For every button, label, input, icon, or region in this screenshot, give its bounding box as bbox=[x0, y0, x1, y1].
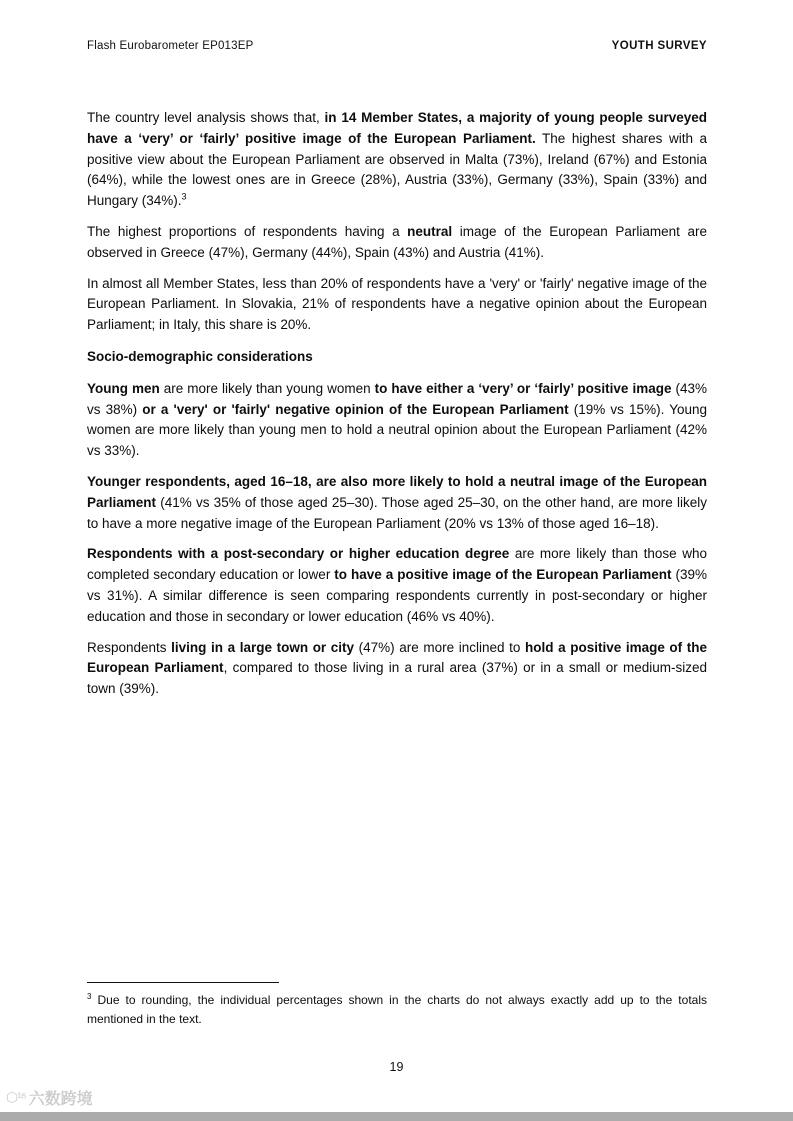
section-heading-socio-demographic: Socio-demographic considerations bbox=[87, 348, 313, 364]
watermark bbox=[6, 1086, 93, 1109]
paragraph-age-groups: Younger respondents, aged 16–18, are also more likely to hold a neutral image of the European Parliament (41% vs 35% of those aged 25–30). Those aged 25–30, on the other hand, are more likely to have a more negative image of the European Parliament (20% vs 13% of those aged 16–18). bbox=[87, 473, 707, 531]
report-id: Flash Eurobarometer EP013EP bbox=[87, 40, 254, 52]
report-title: YOUTH SURVEY bbox=[611, 40, 707, 52]
paragraph-negative-image: In almost all Member States, less than 20% of respondents have a 'very' or 'fairly' negative image of the European Parliament. In Slovakia, 21% of respondents have a negative opinion about the European Parliament; in Italy, this share is 20%. bbox=[87, 275, 707, 333]
paragraph-urbanisation: Respondents living in a large town or city (47%) are more inclined to hold a positive image of the European Parliament, compared to those living in a rural area (37%) or in a small or medium-sized town (39%). bbox=[87, 639, 708, 697]
page-header bbox=[87, 40, 707, 52]
page-edge-strip bbox=[0, 1112, 793, 1121]
footnote-separator bbox=[87, 982, 279, 983]
paragraph-neutral-image: The highest proportions of respondents having a neutral image of the European Parliament are observed in Greece (47%), Germany (44%), Spain (43%) and Austria (41%). bbox=[87, 223, 707, 260]
watermark-label: 六数跨境 bbox=[28, 1091, 93, 1108]
footnote-text: $^3$ Due to rounding, the individual percentages shown in the charts do not always exactly add up to the totals mentioned in the text. bbox=[87, 992, 707, 1026]
paragraph-country-analysis: The country level analysis shows that, in 14 Member States, a majority of young people surveyed have a ‘very’ or ‘fairly’ positive image of the European Parliament. The highest shares with a positive view about the European Parliament are observed in Malta (73%), Ireland (67%) and Estonia (64%), while the lowest ones are in Greece (28%), Austria (33%), Germany (33%), Spain (33%) and Hungary (34%).$^3$ bbox=[87, 110, 708, 209]
footnote-area bbox=[87, 982, 707, 1028]
paragraph-education: Respondents with a post-secondary or higher education degree are more likely than those who completed secondary education or lower to have a positive image of the European Parliament (39% vs 31%). A similar difference is seen comparing respondents currently in post-secondary or higher education and those in secondary or lower education (46% vs 40%). bbox=[87, 546, 707, 624]
page-number: 19 bbox=[389, 1060, 404, 1074]
document-body bbox=[87, 108, 707, 710]
watermark-logo-icon: ⬡¹⁶ bbox=[6, 1089, 26, 1105]
paragraph-young-men-women: Young men are more likely than young women to have either a ‘very’ or ‘fairly’ positive image (43% vs 38%) or a 'very' or 'fairly' negative opinion of the European Parliament (19% vs 15%). Young women are more likely than young men to hold a neutral opinion about the European Parliament (42% vs 33%). bbox=[87, 380, 707, 459]
